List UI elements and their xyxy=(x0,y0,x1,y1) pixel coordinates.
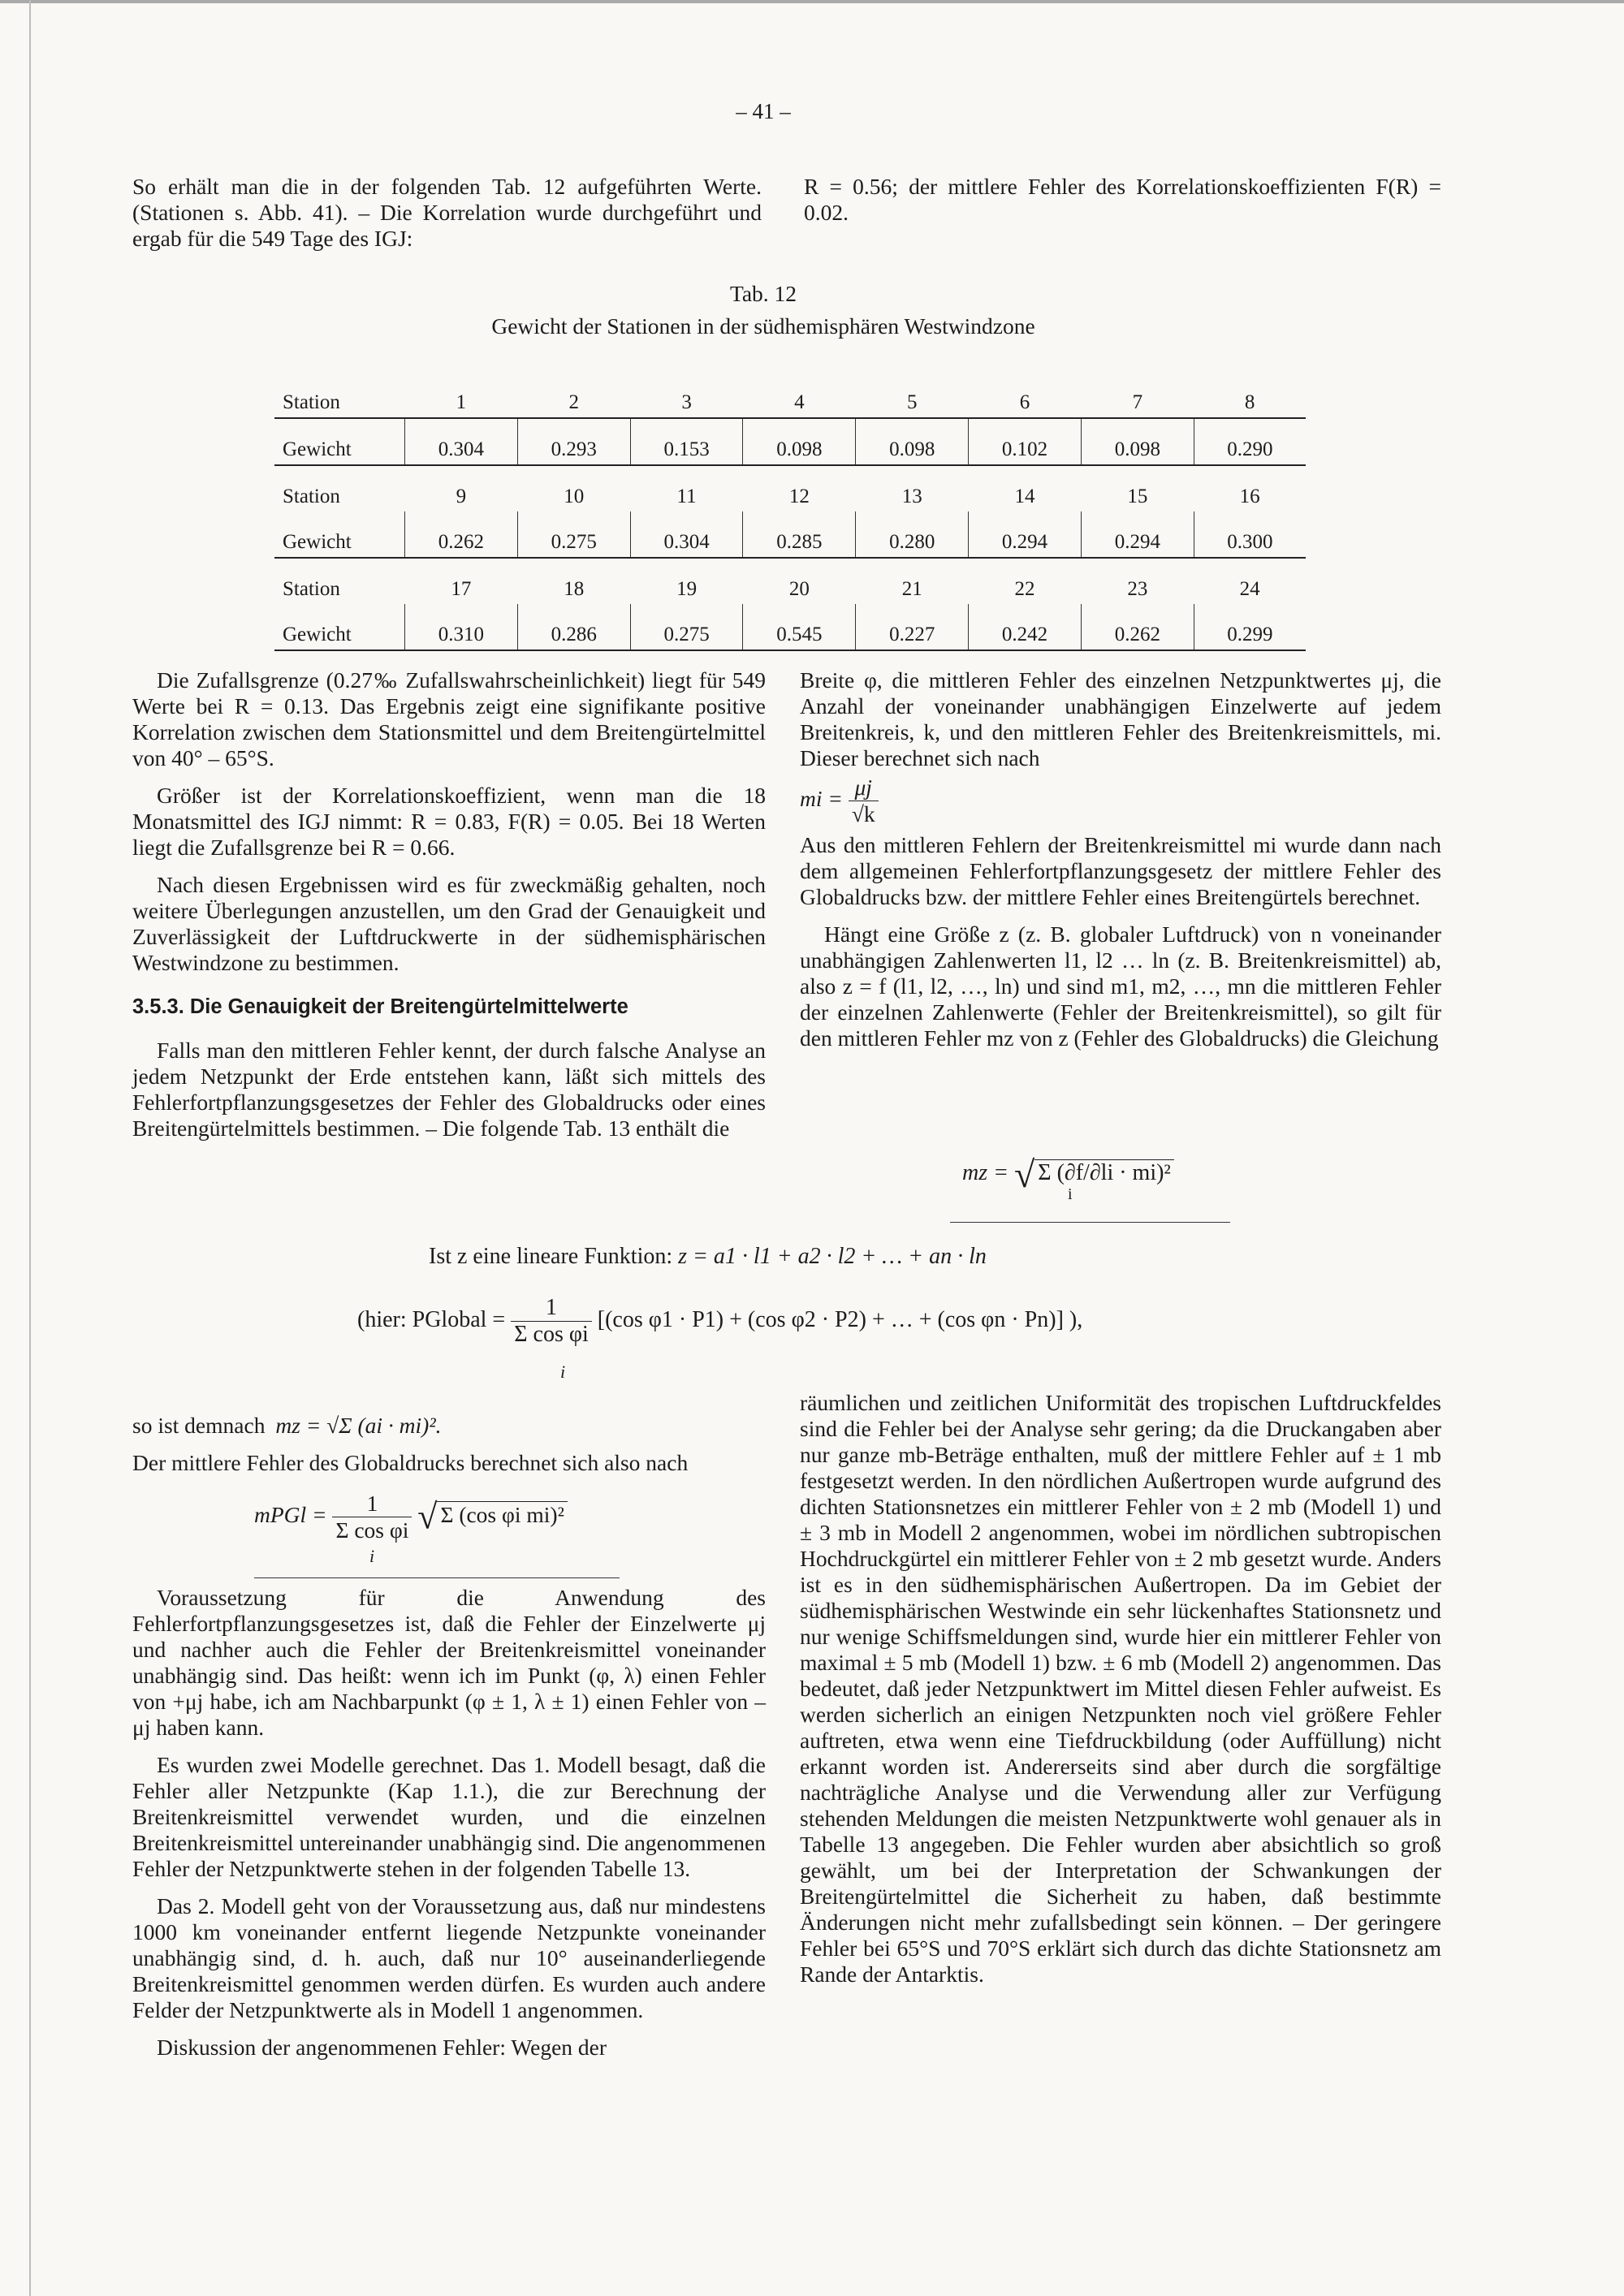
weight-cell: 0.098 xyxy=(856,418,969,465)
left-column xyxy=(132,667,766,1153)
table12 xyxy=(274,367,1306,651)
weight-cell: 0.242 xyxy=(969,604,1082,650)
so-formula-line xyxy=(132,1413,766,1439)
weight-cell: 0.098 xyxy=(743,418,856,465)
station-cell: 4 xyxy=(743,367,856,418)
intro-left-text: So erhält man die in der folgenden Tab. 12 aufgeführten Werte. (Stationen s. Abb. 41). – Die Korrelation wurde durchgeführt und ergab für die 549 Tage des IGJ: xyxy=(132,174,762,251)
weight-cell: 0.299 xyxy=(1194,604,1306,650)
lower-left-paragraph-1: Voraussetzung für die Anwendung des Fehlerfortpflanzungsgesetzes ist, daß die Fehler der Einzelwerte μj und nachher auch die Fehler der Breitenkreismittel voneinander unabhängig sind. Das heißt: wenn ich im Punkt (φ, λ) einen Fehler von +μj habe, ich am Nachbarpunkt (φ ± 1, λ ± 1) einen Fehler von –μj haben kann. xyxy=(132,1585,766,1740)
station-cell: 21 xyxy=(901,578,922,600)
weight-cell: 0.153 xyxy=(630,418,743,465)
pglobal-fraction xyxy=(511,1295,592,1348)
right-paragraph-1a: Breite φ, die mittleren Fehler des einzelnen Netzpunktwertes μj, die Anzahl der voneinander unabhängigen Einzelwerte auf jedem Breitenkreis, k, und den mittleren Fehler des Breitenkreismittels, mi. Dieser berechnet sich nach xyxy=(800,667,1441,770)
station-cell: 1 xyxy=(405,367,518,418)
lower-left-paragraph-2: Es wurden zwei Modelle gerechnet. Das 1. Modell besagt, daß die Fehler aller Netzpunkte (Kap 1.1.), die zur Berechnung der Breitenkreismittel verwendet wurden, und die einzelnen Breitenkreismittel untereinander unabhängig sind. Die angenommenen Fehler der Netzpunktwerte stehen in der folgenden Tabelle 13. xyxy=(132,1752,766,1881)
weight-row-label: Gewicht xyxy=(274,511,405,558)
mz-lhs: mz = xyxy=(962,1159,1009,1185)
intro-right-paragraph xyxy=(804,174,1441,237)
station-cell: 19 xyxy=(676,578,698,600)
intro-right-text: R = 0.56; der mittlere Fehler des Korrelationskoeffizienten F(R) = 0.02. xyxy=(804,174,1441,225)
mz-rhs: Σ (∂f/∂li · mi)² xyxy=(1034,1159,1174,1186)
weight-cell: 0.227 xyxy=(856,604,969,650)
lower-left-paragraph-4: Diskussion der angenommenen Fehler: Wegen der xyxy=(157,2035,607,2060)
so-after-text: Der mittlere Fehler des Globaldrucks berechnet sich also nach xyxy=(132,1450,689,1475)
weight-cell: 0.294 xyxy=(1081,511,1194,558)
right-column xyxy=(800,667,1441,1063)
section-heading: 3.5.3. Die Genauigkeit der Breitengürtelmittelwerte xyxy=(132,995,628,1018)
station-cell: 7 xyxy=(1081,367,1194,418)
station-cell: 8 xyxy=(1194,367,1306,418)
mpgl-lhs: mPGl = xyxy=(254,1501,327,1527)
weight-cell: 0.262 xyxy=(1081,604,1194,650)
pglobal-denominator: Σ cos φi xyxy=(514,1322,589,1347)
mpgl-numerator: 1 xyxy=(332,1491,412,1517)
weight-cell: 0.275 xyxy=(517,511,630,558)
intro-left-paragraph xyxy=(132,174,762,263)
station-row-label: Station xyxy=(283,486,340,507)
left-paragraph-1: Die Zufallsgrenze (0.27‰ Zufallswahrscheinlichkeit) liegt für 549 Werte bei R = 0.13. Das Ergebnis zeigt eine signifikante positive Korrelation zwischen dem Stationsmittel und dem Breitengürtelmittel von 40° – 65°S. xyxy=(132,667,766,770)
station-row xyxy=(274,558,1306,604)
station-cell: 17 xyxy=(451,578,472,600)
weight-cell: 0.293 xyxy=(517,418,630,465)
pglobal-rhs: [(cos φ1 · P1) + (cos φ2 · P2) + … + (cos φn · Pn)] ), xyxy=(597,1306,1083,1332)
station-cell: 16 xyxy=(1239,486,1260,507)
station-row-label: Station xyxy=(283,578,340,600)
weight-cell: 0.304 xyxy=(405,418,518,465)
station-cell: 15 xyxy=(1127,486,1148,507)
mpgl-denominator: Σ cos φi xyxy=(335,1517,409,1543)
weight-cell: 0.262 xyxy=(405,511,518,558)
weight-cell: 0.098 xyxy=(1081,418,1194,465)
weight-row xyxy=(274,418,1306,465)
weight-cell: 0.290 xyxy=(1194,418,1306,465)
mz-underline xyxy=(950,1222,1230,1223)
weight-cell: 0.300 xyxy=(1194,511,1306,558)
pglobal-index: i xyxy=(560,1362,566,1382)
station-row xyxy=(274,367,1306,418)
weight-cell: 0.102 xyxy=(969,418,1082,465)
station-cell: 23 xyxy=(1127,578,1148,600)
mpgl-underline xyxy=(254,1577,620,1578)
station-cell: 12 xyxy=(788,486,810,507)
scan-left-edge xyxy=(29,0,31,2296)
mi-denominator: √k xyxy=(851,801,875,826)
mi-numerator: μj xyxy=(849,775,879,801)
weight-row xyxy=(274,604,1306,650)
weight-cell: 0.310 xyxy=(405,604,518,650)
station-cell: 5 xyxy=(856,367,969,418)
station-cell: 11 xyxy=(676,486,697,507)
station-cell: 2 xyxy=(517,367,630,418)
so-equation: mz = √Σ (ai · mi)². xyxy=(275,1413,442,1438)
mz-formula xyxy=(962,1153,1174,1203)
linear-intro: Ist z eine lineare Funktion: xyxy=(429,1244,673,1269)
mi-lhs: mi = xyxy=(800,785,843,811)
station-cell: 13 xyxy=(901,486,922,507)
station-row xyxy=(274,465,1306,511)
pglobal-numerator: 1 xyxy=(511,1295,592,1322)
page-number: – 41 – xyxy=(736,99,791,123)
weight-row-label: Gewicht xyxy=(274,418,405,465)
so-text: so ist demnach xyxy=(132,1413,266,1438)
weight-cell: 0.294 xyxy=(969,511,1082,558)
scan-top-edge xyxy=(0,0,1624,3)
mpgl-rhs: Σ (cos φi mi)² xyxy=(437,1501,567,1528)
linear-formula xyxy=(429,1244,987,1270)
weight-row xyxy=(274,511,1306,558)
weight-row-label: Gewicht xyxy=(274,604,405,650)
left-paragraph-3: Nach diesen Ergebnissen wird es für zweckmäßig gehalten, noch weitere Überlegungen anzustellen, um den Grad der Genauigkeit und Zuverlässigkeit der Luftdruckwerte in der südhemisphärischen Westwindzone zu bestimmen. xyxy=(132,872,766,975)
lower-left-paragraph-3: Das 2. Modell geht von der Voraussetzung aus, daß nur mindestens 1000 km voneinander entfernt liegende Netzpunkte voneinander unabhängig sind, d. h. auch, daß nur 10° auseinanderliegende Breitenkreismittel genommen werden dürfen. Es wurden auch andere Felder der Netzpunktwerte als in Modell 1 angenommen. xyxy=(132,1893,766,2022)
left-paragraph-2: Größer ist der Korrelationskoeffizient, wenn man die 18 Monatsmittel des IGJ nimmt: R = 0.83, F(R) = 0.05. Bei 18 Werten liegt die Zufallsgrenze bei R = 0.66. xyxy=(132,783,766,860)
mi-formula xyxy=(800,775,1441,827)
station-cell: 6 xyxy=(969,367,1082,418)
left-paragraph-4: Falls man den mittleren Fehler kennt, der durch falsche Analyse an jedem Netzpunkt der Erde entstehen kann, läßt sich mittels des Fehlerfortpflanzungsgesetzes der Fehler des Globaldrucks oder eines Breitengürtelmittels bestimmen. – Die folgende Tab. 13 enthält die xyxy=(132,1038,766,1141)
lower-right-column xyxy=(800,1390,1441,1999)
sqrt-sign-icon: √ xyxy=(1014,1154,1035,1195)
station-cell: 14 xyxy=(1014,486,1035,507)
weight-cell: 0.286 xyxy=(517,604,630,650)
station-cell: 3 xyxy=(630,367,743,418)
table12-title: Gewicht der Stationen in der südhemisphären Westwindzone xyxy=(491,313,1035,339)
station-cell: 10 xyxy=(564,486,585,507)
mpgl-index: i xyxy=(369,1546,375,1566)
weight-cell: 0.280 xyxy=(856,511,969,558)
station-row-label: Station xyxy=(274,367,405,418)
pglobal-lhs: (hier: PGlobal = xyxy=(357,1306,506,1332)
station-cell: 9 xyxy=(456,486,467,507)
weight-cell: 0.285 xyxy=(743,511,856,558)
mz-index: i xyxy=(1068,1185,1073,1203)
station-cell: 18 xyxy=(564,578,585,600)
linear-equation: z = a1 · l1 + a2 · l2 + … + an · ln xyxy=(678,1244,987,1269)
mpgl-fraction xyxy=(332,1491,412,1543)
pglobal-formula xyxy=(357,1295,1083,1382)
weight-cell: 0.275 xyxy=(630,604,743,650)
station-cell: 24 xyxy=(1239,578,1260,600)
weight-cell: 0.545 xyxy=(743,604,856,650)
right-paragraph-2: Hängt eine Größe z (z. B. globaler Luftdruck) von n voneinander unabhängigen Zahlenwerten l1, l2 … ln (z. B. Breitenkreismittel) ab, also z = f (l1, l2, …, ln) und sind m1, m2, …, mn die mittleren Fehler der einzelnen Zahlenwerte (Fehler der Breitenkreismittel), so gilt für den mittleren Fehler mz von z (Fehler des Globaldrucks) die Gleichung xyxy=(800,921,1441,1051)
right-paragraph-1b: Aus den mittleren Fehlern der Breitenkreismittel mi wurde dann nach dem allgemeinen Fehlerfortpflanzungsgesetz der mittlere Fehler des Globaldrucks bzw. der mittlere Fehler eines Breitengürtels berechnet. xyxy=(800,832,1441,909)
lower-left-column xyxy=(132,1413,766,2072)
sqrt-sign-icon: √ xyxy=(417,1496,438,1537)
mi-fraction xyxy=(849,775,879,827)
lower-right-paragraph-1: räumlichen und zeitlichen Uniformität des tropischen Luftdruckfeldes sind die Fehler bei der Analyse sehr gering; da die Druckangaben aber nur ganze mb-Beträge enthalten, muß der mittlere Fehler auf ± 1 mb festgesetzt werden. In den nördlichen Außertropen wurde aufgrund des dichten Stationsnetzes ein mittlerer Fehler von ± 2 mb (Modell 1) und ± 3 mb in Modell 2 angenommen, wobei im nördlichen subtropischen Hochdruckgürtel ein mittlerer Fehler von ± 2 mb gesetzt wurde. Anders ist es in den südhemisphärischen Außertropen. Da im Gebiet der südhemisphärischen Westwinde ein sehr lückenhaftes Stationsnetz und nur wenige Schiffsmeldungen sind, wurde hier ein mittlerer Fehler von maximal ± 5 mb (Modell 1) bzw. ± 6 mb (Modell 2) angenommen. Das bedeutet, daß jeder Netzpunktwert im Mittel diesen Fehler aufweist. Es werden sicherlich an einigen Netzpunkten noch viel größere Fehler auftreten, etwa wenn eine Tiefdruckbildung (oder Auffüllung) nicht erkannt worden ist. Andererseits sind aber durch die sorgfältige nachträgliche Analyse und die Verwendung aller zur Verfügung stehenden Meldungen die meisten Netzpunktwerte wohl genauer als in Tabelle 13 angegeben. Die Fehler wurden aber absichtlich so groß gewählt, um bei der Interpretation der Schwankungen der Breitengürtelmittel die Sicherheit zu haben, daß bestimmte Änderungen nicht mehr zufallsbedingt sein können. – Der geringere Fehler bei 65°S und 70°S erklärt sich durch das dichte Stationsnetz am Rande der Antarktis. xyxy=(800,1390,1441,1987)
station-cell: 20 xyxy=(788,578,810,600)
station-cell: 22 xyxy=(1014,578,1035,600)
weight-cell: 0.304 xyxy=(630,511,743,558)
table12-number: Tab. 12 xyxy=(729,281,797,306)
mpgl-formula xyxy=(254,1491,766,1569)
